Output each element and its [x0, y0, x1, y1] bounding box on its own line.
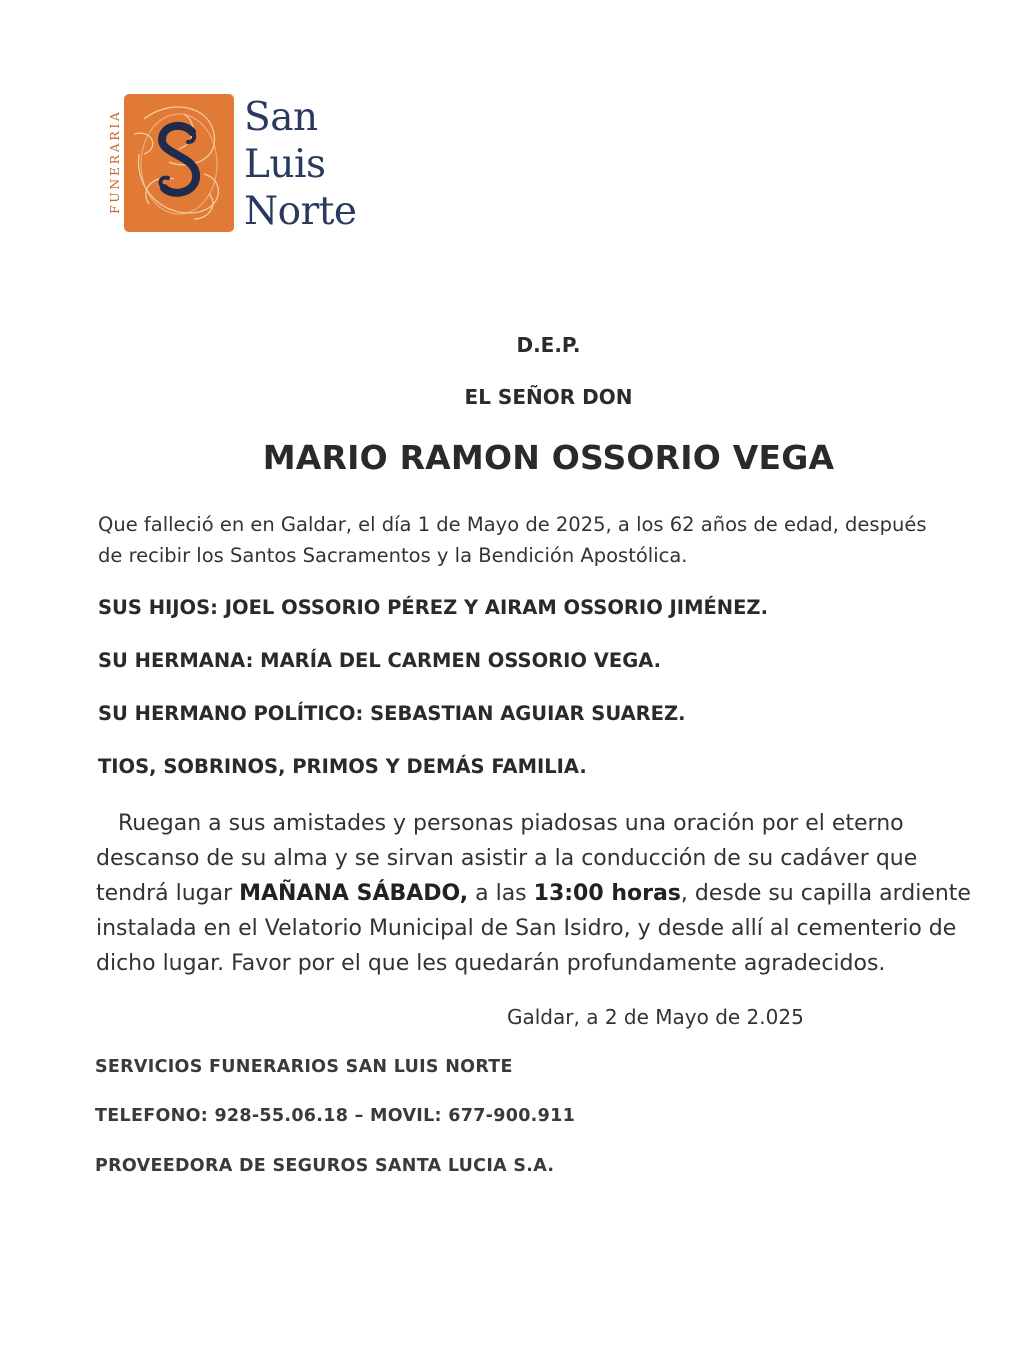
- funeral-notice-paragraph: [96, 806, 986, 981]
- notice-line-3: [96, 876, 986, 911]
- intro-line-2: de recibir los Santos Sacramentos y la Bendición Apostólica.: [98, 544, 688, 567]
- notice-line-4: instalada en el Velatorio Municipal de San Isidro, y desde allí al cementerio de: [96, 916, 957, 941]
- notice-line-1: Ruegan a sus amistades y personas piadosas una oración por el eterno: [118, 811, 904, 836]
- dep-heading: D.E.P.: [516, 333, 581, 357]
- intro-paragraph: [98, 509, 968, 571]
- notice-line-3-a: tendrá lugar: [96, 881, 240, 906]
- footer-company: SERVICIOS FUNERARIOS SAN LUIS NORTE: [95, 1057, 513, 1077]
- notice-line-3-b: a las: [468, 881, 534, 906]
- deceased-name: MARIO RAMON OSSORIO VEGA: [262, 438, 835, 477]
- family-brother-in-law: SU HERMANO POLÍTICO: SEBASTIAN AGUIAR SUAREZ.: [98, 702, 686, 725]
- logo-monogram-icon: [124, 94, 234, 232]
- family-children: SUS HIJOS: JOEL OSSORIO PÉREZ Y AIRAM OSSORIO JIMÉNEZ.: [98, 596, 768, 619]
- logo-word-norte: Norte: [244, 189, 357, 234]
- logo-word-san: San: [244, 95, 318, 140]
- logo-vertical-text: FUNERARIA: [107, 109, 122, 215]
- dateline: Galdar, a 2 de Mayo de 2.025: [507, 1005, 804, 1029]
- footer-phones: TELEFONO: 928-55.06.18 – MOVIL: 677-900.911: [95, 1106, 576, 1126]
- logo-wordmark: [244, 94, 357, 235]
- notice-day: MAÑANA SÁBADO,: [239, 881, 469, 906]
- title-heading: EL SEÑOR DON: [464, 385, 633, 409]
- family-others: TIOS, SOBRINOS, PRIMOS Y DEMÁS FAMILIA.: [98, 755, 587, 778]
- footer-insurer: PROVEEDORA DE SEGUROS SANTA LUCIA S.A.: [95, 1156, 555, 1176]
- notice-line-2: descanso de su alma y se sirvan asistir a la conducción de su cadáver que: [96, 846, 918, 871]
- notice-time: 13:00 horas: [533, 881, 681, 906]
- notice-line-5: dicho lugar. Favor por el que les quedarán profundamente agradecidos.: [96, 951, 886, 976]
- notice-line-3-c: , desde su capilla ardiente: [680, 881, 971, 906]
- logo-word-luis: Luis: [244, 142, 326, 187]
- intro-line-1: Que falleció en en Galdar, el día 1 de Mayo de 2025, a los 62 años de edad, después: [98, 513, 927, 536]
- family-sister: SU HERMANA: MARÍA DEL CARMEN OSSORIO VEGA.: [98, 649, 662, 672]
